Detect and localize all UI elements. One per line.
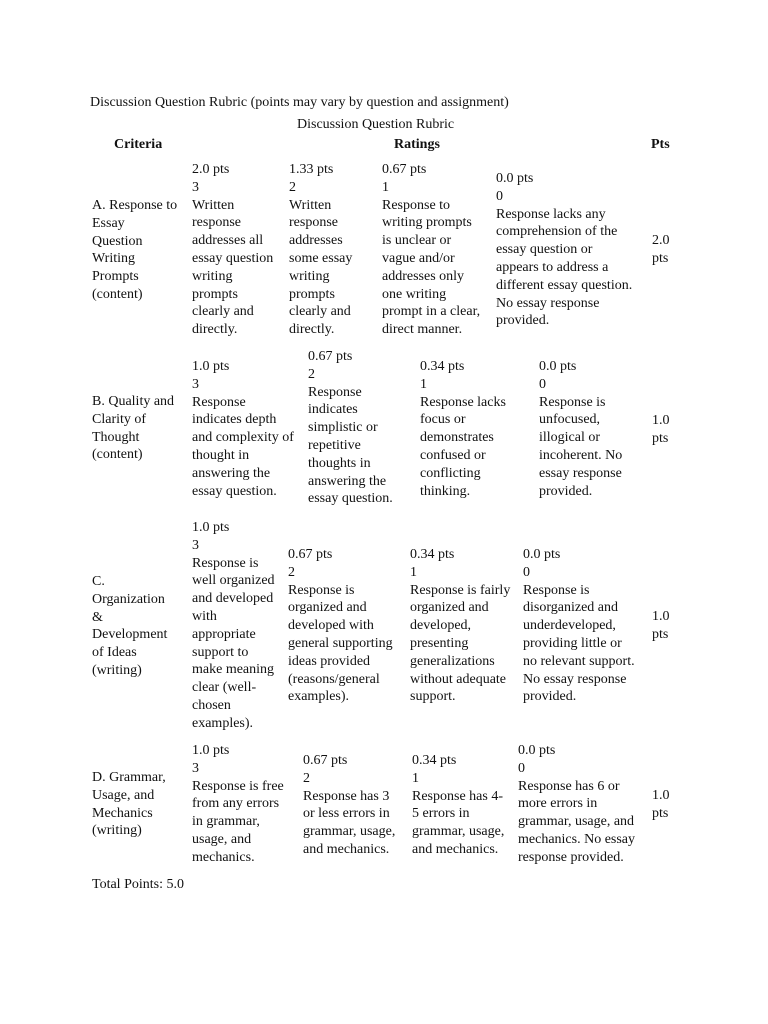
rating-description: examples).	[288, 689, 350, 705]
rating-description: answering the	[192, 465, 271, 481]
rating-description: appropriate	[192, 626, 256, 642]
rating-points: 0.0 pts	[518, 743, 556, 758]
rating-description: usage, and	[192, 832, 252, 847]
rating-description: incoherent. No	[539, 448, 623, 463]
rating-description: grammar, usage, and	[518, 814, 635, 830]
rating-description: Response has 6 or	[518, 778, 620, 794]
rating-points: 0.34 pts	[412, 753, 457, 768]
rating-description: in grammar,	[192, 814, 260, 830]
rating-level: 1	[410, 564, 417, 580]
rating-points: 0.34 pts	[410, 547, 455, 562]
rating-description: thought in	[192, 448, 250, 463]
total-points: Total Points: 5.0	[92, 877, 184, 892]
rating-description: Response lacks any	[496, 206, 606, 222]
rating-level: 2	[288, 564, 295, 580]
rating-points: 0.67 pts	[303, 753, 348, 768]
rating-points: 0.67 pts	[288, 547, 333, 562]
rating-level: 2	[303, 770, 310, 786]
rating-description: indicates	[308, 402, 358, 418]
rating-description: developed,	[410, 618, 472, 634]
rating-description: unfocused,	[539, 412, 601, 428]
criterion-text: C.	[92, 574, 105, 589]
rating-level: 0	[518, 760, 525, 776]
ratings-header: Ratings	[394, 137, 440, 152]
rating-description: essay question	[192, 251, 274, 266]
rating-description: chosen	[192, 698, 231, 713]
criterion-points: pts	[652, 250, 669, 266]
rating-points: 1.0 pts	[192, 359, 230, 374]
rating-description: some essay	[289, 251, 353, 266]
criterion-text: B. Quality and	[92, 394, 175, 409]
rating-description: clearly and	[289, 304, 351, 320]
rating-description: Response lacks	[420, 394, 506, 410]
rating-description: Response is	[192, 555, 259, 571]
rating-description: mechanics.	[192, 849, 255, 865]
rating-description: essay question or	[496, 242, 593, 258]
rating-description: Response is	[539, 394, 606, 410]
rating-points: 0.0 pts	[496, 171, 534, 186]
rating-description: indicates depth	[192, 412, 277, 428]
rating-description: grammar, usage,	[303, 824, 396, 840]
rating-level: 3	[192, 376, 199, 392]
rating-description: appears to address a	[496, 260, 609, 275]
rating-level: 3	[192, 760, 199, 776]
rating-description: prompts	[192, 286, 238, 302]
rating-description: providing little or	[523, 636, 622, 651]
criterion-text: (content)	[92, 447, 143, 463]
rating-description: direct manner.	[382, 322, 463, 338]
rating-description: no relevant support.	[523, 653, 635, 669]
rating-description: ideas provided	[288, 653, 371, 669]
rating-description: No essay response	[523, 671, 627, 687]
rating-description: Response is free	[192, 778, 284, 794]
rating-description: prompts	[289, 286, 335, 302]
rating-description: No essay response	[496, 295, 600, 311]
criterion-points: pts	[652, 430, 669, 446]
rating-level: 0	[523, 564, 530, 580]
rating-description: general supporting	[288, 636, 393, 651]
criterion-points: pts	[652, 805, 669, 821]
criterion-text: D. Grammar,	[92, 770, 166, 785]
rating-points: 1.0 pts	[192, 520, 230, 535]
rating-level: 0	[539, 376, 546, 392]
criterion-text: Development	[92, 627, 168, 643]
rating-description: comprehension of the	[496, 224, 618, 240]
rating-description: Response is	[288, 582, 355, 598]
rating-description: well organized	[192, 573, 275, 589]
rating-points: 1.33 pts	[289, 162, 334, 177]
rating-description: grammar, usage,	[412, 824, 505, 840]
criterion-text: Thought	[92, 429, 140, 445]
rating-description: and complexity of	[192, 430, 294, 446]
rating-description: Written	[289, 197, 332, 213]
rating-description: Response is fairly	[410, 582, 511, 598]
rating-description: writing prompts	[382, 215, 472, 231]
criterion-points: 2.0	[652, 233, 670, 248]
rating-description: Response has 4-	[412, 788, 503, 804]
rating-description: essay question.	[308, 491, 393, 507]
rating-description: from any errors	[192, 796, 280, 812]
rating-description: writing	[192, 268, 233, 284]
rating-description: disorganized and	[523, 600, 618, 616]
rating-description: mechanics. No essay	[518, 832, 636, 847]
rating-description: illogical or	[539, 430, 601, 446]
criteria-header: Criteria	[114, 137, 163, 152]
rating-description: underdeveloped,	[523, 618, 616, 634]
rating-description: and mechanics.	[303, 842, 390, 857]
criterion-points: 1.0	[652, 413, 670, 428]
rating-description: focus or	[420, 412, 466, 428]
pts-header: Pts	[651, 137, 670, 152]
rating-description: Response	[192, 394, 246, 410]
rating-description: response	[289, 215, 338, 231]
rating-level: 3	[192, 537, 199, 553]
rating-description: is unclear or	[382, 233, 452, 249]
rating-description: one writing	[382, 286, 447, 302]
document-title: Discussion Question Rubric (points may vary by question and assignment)	[90, 95, 509, 110]
rating-points: 0.0 pts	[523, 547, 561, 562]
rating-points: 1.0 pts	[192, 743, 230, 758]
rating-level: 1	[412, 770, 419, 786]
rating-level: 2	[308, 366, 315, 382]
rating-description: addresses only	[382, 268, 465, 284]
rating-description: support to	[192, 644, 249, 660]
criterion-text: (writing)	[92, 823, 142, 839]
table-caption: Discussion Question Rubric	[297, 117, 455, 132]
criterion-text: Organization	[92, 591, 165, 607]
rating-points: 0.67 pts	[382, 162, 427, 177]
criterion-points: pts	[652, 626, 669, 642]
rating-description: Response has 3	[303, 788, 390, 804]
rating-description: addresses	[289, 233, 343, 249]
rating-description: vague and/or	[382, 251, 455, 266]
rating-description: developed with	[288, 618, 374, 634]
rating-description: generalizations	[410, 653, 495, 669]
rating-level: 0	[496, 188, 503, 204]
rating-description: Response	[308, 384, 362, 400]
criterion-points: 1.0	[652, 788, 670, 803]
rating-description: repetitive	[308, 438, 361, 453]
rating-description: clear (well-	[192, 680, 257, 696]
rating-description: and mechanics.	[412, 842, 499, 857]
rating-description: examples).	[192, 715, 254, 731]
criterion-text: Question	[92, 233, 143, 249]
rating-description: different essay question.	[496, 277, 633, 293]
criterion-text: Writing	[92, 251, 135, 267]
criterion-text: A. Response to	[92, 198, 178, 213]
rating-level: 1	[382, 179, 389, 195]
rating-description: support.	[410, 689, 456, 705]
rating-level: 1	[420, 376, 427, 392]
rating-description: thoughts in	[308, 455, 371, 471]
rating-description: (reasons/general	[288, 671, 380, 687]
rating-points: 2.0 pts	[192, 162, 230, 177]
rating-description: confused or	[420, 448, 486, 463]
criterion-text: Clarity of	[92, 411, 147, 427]
rating-description: simplistic or	[308, 420, 378, 436]
criterion-text: Essay	[92, 215, 125, 231]
rating-description: essay response	[539, 465, 622, 481]
rating-description: organized and	[288, 600, 367, 616]
rating-description: without adequate	[410, 671, 507, 687]
rating-description: Response to	[382, 197, 451, 213]
rating-points: 0.0 pts	[539, 359, 577, 374]
rating-description: 5 errors in	[412, 806, 470, 822]
criterion-text: Prompts	[92, 269, 139, 285]
criterion-text: (writing)	[92, 663, 142, 678]
rating-description: directly.	[289, 322, 335, 338]
criterion-text: (content)	[92, 287, 143, 302]
rating-description: essay question.	[192, 483, 277, 499]
criterion-text: Mechanics	[92, 805, 153, 821]
rating-description: answering the	[308, 473, 387, 489]
rating-description: prompt in a clear,	[382, 304, 481, 320]
rating-description: provided.	[539, 483, 593, 499]
rating-description: Response is	[523, 582, 590, 598]
criterion-text: of Ideas	[92, 645, 137, 661]
rating-description: with	[192, 609, 217, 624]
rating-description: thinking.	[420, 483, 471, 499]
rating-description: make meaning	[192, 662, 275, 678]
rating-points: 0.67 pts	[308, 349, 353, 364]
rating-description: provided.	[496, 313, 550, 329]
rating-description: and developed	[192, 591, 274, 607]
rating-description: writing	[289, 268, 330, 284]
rating-description: presenting	[410, 636, 469, 651]
criterion-text: &	[92, 609, 103, 625]
rating-description: conflicting	[420, 465, 481, 481]
rating-description: demonstrates	[420, 430, 494, 446]
rating-description: addresses all	[192, 233, 264, 249]
rating-level: 2	[289, 179, 296, 195]
rating-description: response	[192, 215, 241, 231]
rating-description: directly.	[192, 322, 238, 338]
criterion-text: Usage, and	[92, 787, 155, 803]
rating-description: organized and	[410, 600, 489, 616]
rating-description: response provided.	[518, 849, 624, 865]
rating-description: provided.	[523, 689, 577, 705]
rating-description: or less errors in	[303, 806, 390, 822]
criterion-points: 1.0	[652, 609, 670, 624]
rating-level: 3	[192, 179, 199, 195]
rating-description: clearly and	[192, 304, 254, 320]
rating-description: Written	[192, 197, 235, 213]
rating-description: more errors in	[518, 796, 598, 812]
rating-points: 0.34 pts	[420, 359, 465, 374]
